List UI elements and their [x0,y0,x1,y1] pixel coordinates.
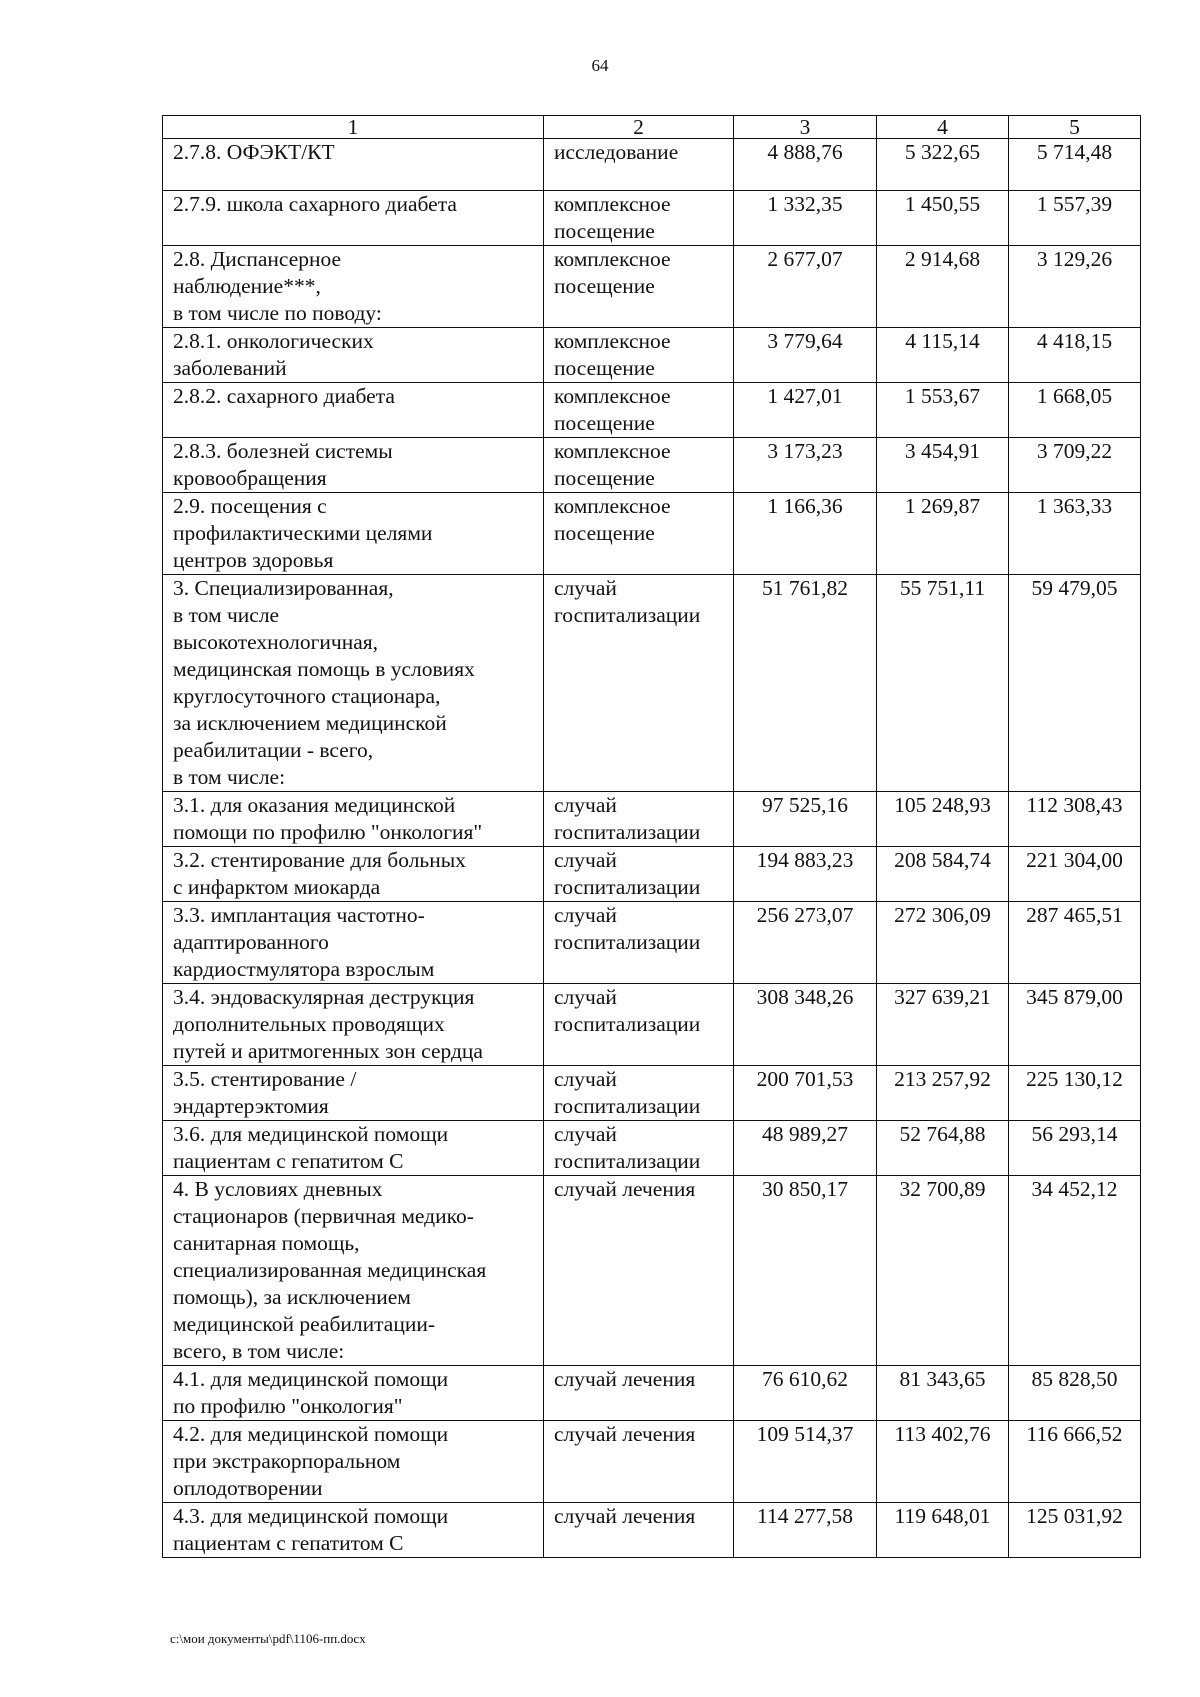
row-unit-cell: исследование [544,139,734,191]
row-unit-cell: комплексное посещение [544,383,734,438]
row-name-cell: 2.8.2. сахарного диабета [163,383,544,438]
row-value-col4: 327 639,21 [877,984,1009,1066]
row-name-cell: 4. В условиях дневных стационаров (первичная медико- санитарная помощь, специализированная медицинская помощь), за исключением медицинской реабилитации- всего, в том числе: [163,1176,544,1366]
row-unit-cell: случай госпитализации [544,1121,734,1176]
row-value-col3: 2 677,07 [734,246,877,328]
row-name-cell: 4.3. для медицинской помощи пациентам с гепатитом С [163,1503,544,1558]
row-value-col3: 51 761,82 [734,575,877,792]
row-value-col5: 4 418,15 [1009,328,1141,383]
header-col-3: 3 [734,116,877,139]
row-value-col5: 5 714,48 [1009,139,1141,191]
row-value-col5: 345 879,00 [1009,984,1141,1066]
row-value-col5: 1 557,39 [1009,191,1141,246]
row-value-col4: 5 322,65 [877,139,1009,191]
row-unit-cell: случай госпитализации [544,575,734,792]
table-row [163,792,1141,847]
row-unit-cell: случай госпитализации [544,792,734,847]
row-name-cell: 2.9. посещения с профилактическими целями центров здоровья [163,493,544,575]
row-value-col4: 213 257,92 [877,1066,1009,1121]
row-name-cell: 3.6. для медицинской помощи пациентам с гепатитом С [163,1121,544,1176]
row-unit-cell: случай госпитализации [544,984,734,1066]
row-value-col5: 287 465,51 [1009,902,1141,984]
row-value-col3: 48 989,27 [734,1121,877,1176]
page-number: 64 [591,56,609,75]
row-value-col3: 194 883,23 [734,847,877,902]
row-value-col3: 308 348,26 [734,984,877,1066]
row-value-col3: 114 277,58 [734,1503,877,1558]
row-value-col3: 76 610,62 [734,1366,877,1421]
header-col-2: 2 [544,116,734,139]
row-name-cell: 4.2. для медицинской помощи при экстракорпоральном оплодотворении [163,1421,544,1503]
row-value-col4: 32 700,89 [877,1176,1009,1366]
row-name-cell: 3.1. для оказания медицинской помощи по профилю "онкология" [163,792,544,847]
row-value-col5: 59 479,05 [1009,575,1141,792]
row-value-col5: 112 308,43 [1009,792,1141,847]
table-row [163,1366,1141,1421]
row-value-col4: 81 343,65 [877,1366,1009,1421]
row-value-col3: 200 701,53 [734,1066,877,1121]
row-unit-cell: случай лечения [544,1176,734,1366]
row-name-cell: 2.8. Диспансерное наблюдение***, в том числе по поводу: [163,246,544,328]
row-value-col4: 52 764,88 [877,1121,1009,1176]
row-value-col3: 256 273,07 [734,902,877,984]
row-value-col4: 1 450,55 [877,191,1009,246]
table-row [163,984,1141,1066]
table-row [163,1176,1141,1366]
row-value-col5: 1 363,33 [1009,493,1141,575]
row-name-cell: 2.7.9. школа сахарного диабета [163,191,544,246]
row-value-col3: 1 427,01 [734,383,877,438]
row-unit-cell: комплексное посещение [544,493,734,575]
row-name-cell: 4.1. для медицинской помощи по профилю "онкология" [163,1366,544,1421]
row-value-col3: 97 525,16 [734,792,877,847]
row-value-col4: 3 454,91 [877,438,1009,493]
table-row [163,438,1141,493]
header-col-4: 4 [877,116,1009,139]
table-row [163,575,1141,792]
row-value-col4: 2 914,68 [877,246,1009,328]
row-value-col5: 3 129,26 [1009,246,1141,328]
row-value-col5: 125 031,92 [1009,1503,1141,1558]
row-name-cell: 3. Специализированная, в том числе высокотехнологичная, медицинская помощь в условиях круглосуточного стационара, за исключением медицинской реабилитации - всего, в том числе: [163,575,544,792]
row-value-col5: 85 828,50 [1009,1366,1141,1421]
table-row [163,1421,1141,1503]
header-col-1: 1 [163,116,544,139]
row-unit-cell: случай лечения [544,1421,734,1503]
row-value-col4: 119 648,01 [877,1503,1009,1558]
row-value-col4: 4 115,14 [877,328,1009,383]
row-value-col4: 1 269,87 [877,493,1009,575]
row-value-col5: 221 304,00 [1009,847,1141,902]
row-value-col4: 55 751,11 [877,575,1009,792]
row-value-col4: 208 584,74 [877,847,1009,902]
row-name-cell: 2.8.3. болезней системы кровообращения [163,438,544,493]
row-unit-cell: комплексное посещение [544,246,734,328]
row-name-cell: 3.3. имплантация частотно- адаптированного кардиостмулятора взрослым [163,902,544,984]
table-row [163,493,1141,575]
row-value-col4: 1 553,67 [877,383,1009,438]
row-unit-cell: случай госпитализации [544,902,734,984]
row-unit-cell: комплексное посещение [544,191,734,246]
row-name-cell: 3.4. эндоваскулярная деструкция дополнительных проводящих путей и аритмогенных зон сердца [163,984,544,1066]
file-path-footer: c:\мои документы\pdf\1106-пп.docx [170,1631,366,1646]
table-row [163,328,1141,383]
table-row [163,191,1141,246]
row-unit-cell: комплексное посещение [544,438,734,493]
table-row [163,902,1141,984]
row-value-col5: 3 709,22 [1009,438,1141,493]
row-value-col3: 30 850,17 [734,1176,877,1366]
row-value-col5: 56 293,14 [1009,1121,1141,1176]
table-row [163,1503,1141,1558]
row-name-cell: 3.5. стентирование / эндартерэктомия [163,1066,544,1121]
table-header-row [163,116,1141,139]
row-name-cell: 2.8.1. онкологических заболеваний [163,328,544,383]
table-row [163,383,1141,438]
table-row [163,139,1141,191]
row-value-col4: 105 248,93 [877,792,1009,847]
row-value-col3: 109 514,37 [734,1421,877,1503]
tariff-table [162,115,1141,1558]
row-name-cell: 2.7.8. ОФЭКТ/КТ [163,139,544,191]
row-value-col4: 272 306,09 [877,902,1009,984]
row-value-col5: 34 452,12 [1009,1176,1141,1366]
table-row [163,847,1141,902]
row-value-col5: 1 668,05 [1009,383,1141,438]
row-value-col3: 1 332,35 [734,191,877,246]
row-value-col4: 113 402,76 [877,1421,1009,1503]
row-value-col5: 225 130,12 [1009,1066,1141,1121]
row-value-col3: 4 888,76 [734,139,877,191]
header-col-5: 5 [1009,116,1141,139]
table-row [163,246,1141,328]
row-unit-cell: случай лечения [544,1503,734,1558]
table-row [163,1066,1141,1121]
row-name-cell: 3.2. стентирование для больных с инфарктом миокарда [163,847,544,902]
table-row [163,1121,1141,1176]
row-value-col3: 3 173,23 [734,438,877,493]
row-unit-cell: комплексное посещение [544,328,734,383]
row-value-col3: 3 779,64 [734,328,877,383]
row-unit-cell: случай госпитализации [544,847,734,902]
row-unit-cell: случай госпитализации [544,1066,734,1121]
row-value-col5: 116 666,52 [1009,1421,1141,1503]
row-unit-cell: случай лечения [544,1366,734,1421]
row-value-col3: 1 166,36 [734,493,877,575]
